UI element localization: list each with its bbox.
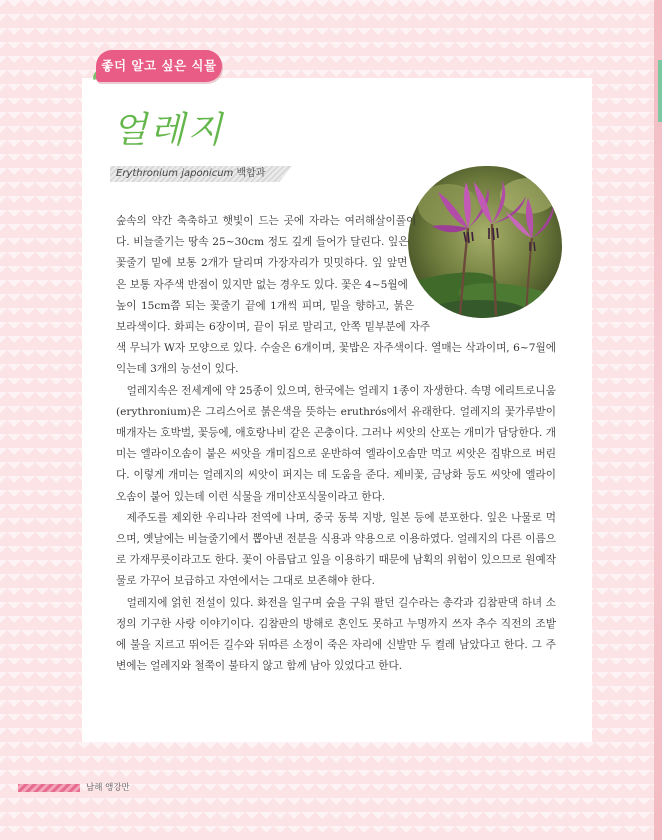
edge-strip — [654, 0, 662, 840]
edge-tab-marker — [658, 60, 662, 122]
footer-label: 남해 앵강만 — [86, 783, 130, 793]
subtitle — [116, 166, 265, 182]
photo-wrap-space — [396, 211, 556, 321]
page-title: 얼레지 — [112, 110, 226, 151]
section-badge: 좋더 알고 싶은 식물 — [96, 50, 222, 82]
footer-stripe — [18, 784, 80, 792]
family-name: 백합과 — [236, 168, 266, 179]
paragraph: 숲속의 약간 축축하고 햇빛이 드는 곳에 자라는 여러해살이풀이다. 비늘줄기는 땅속 25~30cm 정도 깊게 들어가 달린다. 잎은 꽃줄기 밑에 보통 2개가 달리며 가장자리가 밋밋하다. 잎 앞면은 보통 자주색 반점이 있지만 없는 경우도 있다. 꽃은 4~5월에 높이 15cm쯤 되는 꽃줄기 끝에 1개씩 피며, 밑을 향하고, 붉은 보라색이다. 화피는 6장이며, 끝이 뒤로 말리고, 안쪽 밑부분에 자주색 무늬가 W자 모양으로 있다. 수술은 6개이며, 꽃밥은 자주색이다. 열매는 삭과이며, 6~7월에 익는데 3개의 능선이 있다. — [116, 215, 556, 376]
paragraph: 얼레지속은 전세계에 약 25종이 있으며, 한국에는 얼레지 1종이 자생한다. 속명 에리트로니움(erythronium)은 그리스어로 붉은색을 뜻하는 eruthrós에서 유래한다. 얼레지의 꽃가루받이 매개자는 호박벌, 꽃등에, 애호랑나비 같은 곤충이다. 그러나 씨앗의 산포는 개미가 담당한다. 개미는 엘라이오솜이 붙은 씨앗을 개미집으로 운반하여 엘라이오솜만 먹고 씨앗은 집밖으로 버린다. 이렇게 개미는 얼레지의 씨앗이 퍼지는 데 도움을 준다. 제비꽃, 금낭화 등도 씨앗에 엘라이오솜이 붙어 있는데 이런 식물을 개미산포식물이라고 한다. — [116, 384, 556, 503]
article-body — [116, 211, 556, 677]
scientific-name: Erythronium japonicum — [116, 168, 234, 179]
paragraph: 제주도를 제외한 우리나라 전역에 나며, 중국 동북 지방, 일본 등에 분포한다. 잎은 나물로 먹으며, 옛날에는 비늘줄기에서 뽑아낸 전분을 식용과 약용으로 이용하였다. 얼레지의 다른 이름으로 가재무릇이라고도 한다. 꽃이 아름답고 잎을 이용하기 때문에 남획의 위험이 있으므로 원예작물로 가꾸어 보급하고 자연에서는 그대로 보존해야 한다. — [116, 511, 556, 588]
paragraph: 얼레지에 얽힌 전설이 있다. 화전을 일구며 숲을 구워 팔던 길수라는 총각과 김참판댁 하녀 소정의 기구한 사랑 이야기이다. 김참판의 방해로 혼인도 못하고 누명까지 쓰자 추수 직전의 조밭에 불을 지르고 뛰어든 길수와 뒤따른 소정이 죽은 자리에 신발만 두 켤레 남았다고 한다. 그 주변에는 얼레지와 철쭉이 불타지 않고 함께 남아 있었다고 한다. — [116, 596, 556, 673]
